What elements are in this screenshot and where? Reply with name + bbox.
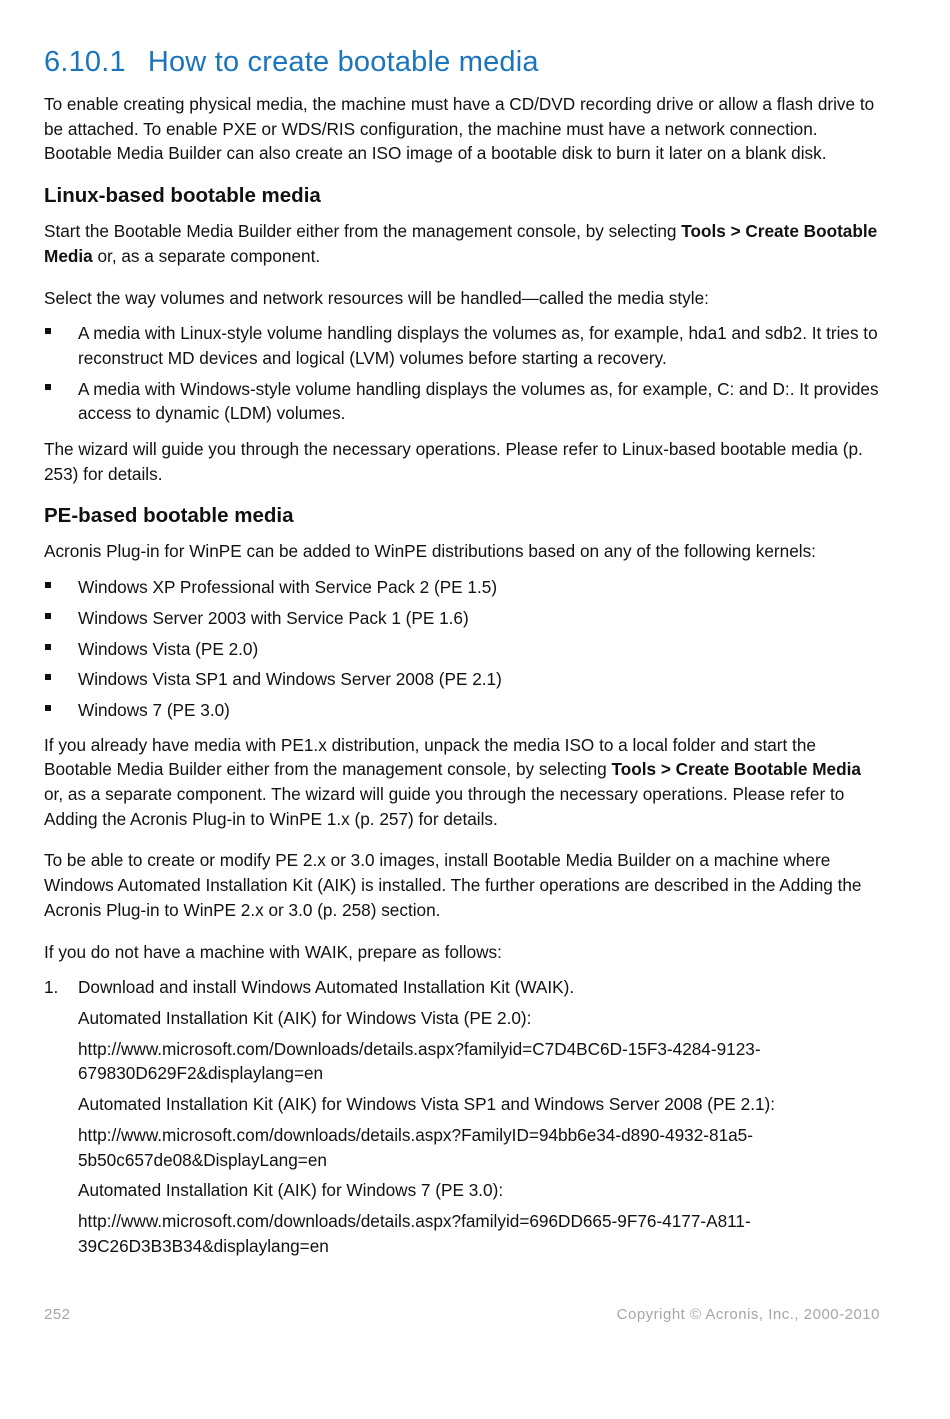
list-item — [44, 975, 884, 1000]
aik-win7-label: Automated Installation Kit (AIK) for Windows 7 (PE 3.0): — [78, 1180, 504, 1201]
linux-start-text: Start the Bootable Media Builder either from the management console, by selecting — [44, 221, 682, 242]
pe-kernels-intro: Acronis Plug-in for WinPE can be added to WinPE distributions based on any of the following kernels: — [44, 541, 816, 562]
aik-vista-label: Automated Installation Kit (AIK) for Windows Vista (PE 2.0): — [78, 1007, 532, 1028]
linux-heading: Linux-based bootable media — [44, 184, 321, 208]
section-number: 6.10.1 — [44, 46, 126, 78]
bullet-icon — [45, 384, 51, 390]
pe-kernel-list — [44, 575, 884, 723]
bullet-icon — [45, 674, 51, 680]
list-item: A media with Windows-style volume handling displays the volumes as, for example, C: and D:. It provides access to dynamic (LDM) volumes. — [44, 377, 884, 426]
aik-vista-url: http://www.microsoft.com/Downloads/details.aspx?familyid=C7D4BC6D-15F3-4284-9123-679830D629F2&displaylang=en — [78, 1038, 761, 1084]
bullet-icon — [45, 644, 51, 650]
media-style-list — [44, 321, 884, 426]
pe-heading: PE-based bootable media — [44, 504, 294, 528]
bullet-icon — [45, 328, 51, 334]
aik-vista-sp1-label: Automated Installation Kit (AIK) for Windows Vista SP1 and Windows Server 2008 (PE 2.1): — [78, 1094, 776, 1115]
list-item: A media with Linux-style volume handling displays the volumes as, for example, hda1 and sdb2. It tries to reconstruct MD devices and logical (LVM) volumes before starting a recovery. — [44, 321, 884, 370]
no-waik-paragraph: If you do not have a machine with WAIK, prepare as follows: — [44, 941, 502, 962]
page-number: 252 — [44, 1306, 71, 1323]
page-footer — [44, 1306, 880, 1323]
pe1-paragraph: If you already have media with PE1.x distribution, unpack the media ISO to a local folder and start the Bootable Media Builder either from the management console, by selecting Tools > Create Bootable Media or, as a separate component. The wizard will guide you through the necessary operations. Please refer to Adding the Acronis Plug-in to WinPE 1.x (p. 257) for details. — [44, 734, 861, 829]
list-item: Windows Vista (PE 2.0) — [44, 637, 884, 662]
media-style-paragraph: Select the way volumes and network resources will be handled—called the media style: — [44, 287, 709, 308]
document-page — [44, 40, 884, 1258]
step-number: 1. — [44, 977, 59, 998]
linux-start-suffix: or, as a separate component. — [92, 245, 321, 266]
linux-start-paragraph — [44, 219, 884, 268]
section-title: How to create bootable media — [147, 46, 539, 78]
linux-wizard-paragraph: The wizard will guide you through the necessary operations. Please refer to Linux-based bootable media (p. 253) for details. — [44, 439, 863, 484]
step-text: Download and install Windows Automated Installation Kit (WAIK). — [78, 977, 575, 998]
pe2-paragraph: To be able to create or modify PE 2.x or 3.0 images, install Bootable Media Builder on a machine where Windows Automated Installation Kit (AIK) is installed. The further operations are described in the Adding the Acronis Plug-in to WinPE 2.x or 3.0 (p. 258) section. — [44, 850, 862, 920]
bullet-icon — [45, 705, 51, 711]
aik-win7-url: http://www.microsoft.com/downloads/details.aspx?familyid=696DD665-9F76-4177-A811-39C26D3B3B34&displaylang=en — [78, 1210, 751, 1256]
steps-list — [44, 975, 884, 1000]
pe1-menu-path: Tools > Create Bootable Media — [611, 759, 861, 780]
linux-menu-path: Tools > Create Bootable Media — [44, 221, 878, 266]
list-item: Windows 7 (PE 3.0) — [44, 698, 884, 723]
list-item: Windows XP Professional with Service Pack 2 (PE 1.5) — [44, 575, 884, 600]
section-heading — [44, 40, 884, 84]
list-item: Windows Vista SP1 and Windows Server 2008 (PE 2.1) — [44, 667, 884, 692]
aik-vista-sp1-url: http://www.microsoft.com/downloads/details.aspx?FamilyID=94bb6e34-d890-4932-81a5-5b50c657de08&DisplayLang=en — [78, 1124, 753, 1170]
bullet-icon — [45, 613, 51, 619]
copyright-notice: Copyright © Acronis, Inc., 2000-2010 — [616, 1306, 880, 1323]
list-item: Windows Server 2003 with Service Pack 1 (PE 1.6) — [44, 606, 884, 631]
bullet-icon — [45, 582, 51, 588]
intro-paragraph: To enable creating physical media, the machine must have a CD/DVD recording drive or allow a flash drive to be attached. To enable PXE or WDS/RIS configuration, the machine must have a network connection. Bootable Media Builder can also create an ISO image of a bootable disk to burn it later on a blank disk. — [44, 94, 875, 164]
